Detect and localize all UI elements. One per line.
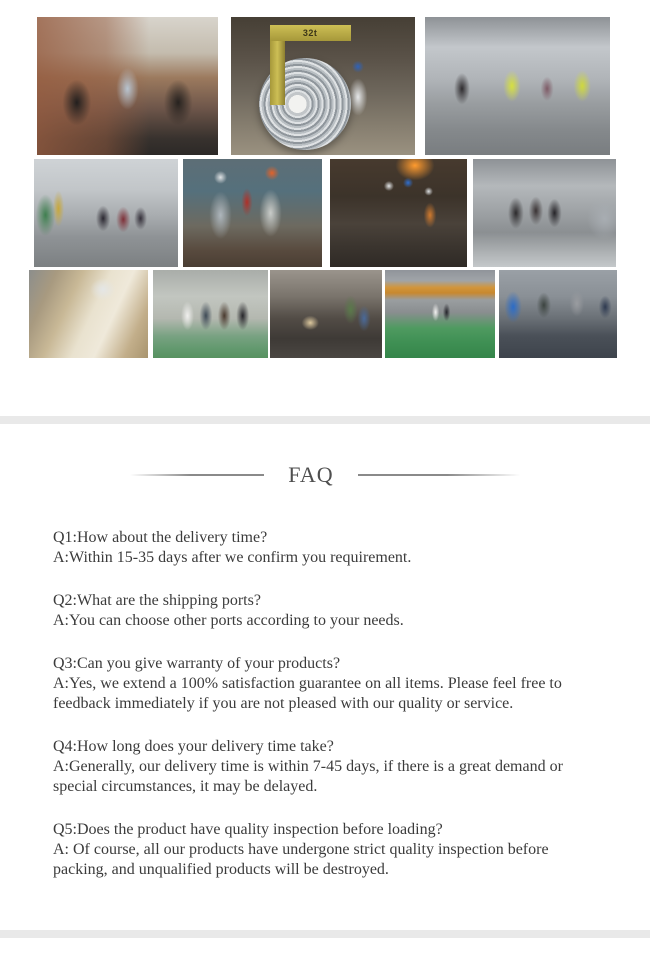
faq-title-rule-right <box>358 474 520 476</box>
faq-question: Q5:Does the product have quality inspection before loading? <box>53 821 443 838</box>
faq-answer: A:Generally, our delivery time is within 7-45 days, if there is a great demand or special circumstances, it may be delayed. <box>53 758 563 795</box>
faq-header <box>0 462 650 488</box>
photo-group-green-floor <box>153 270 268 358</box>
faq-item-5 <box>53 820 598 880</box>
faq-question: Q4:How long does your delivery time take? <box>53 738 334 755</box>
section-divider-top <box>0 416 650 424</box>
faq-answer: A: Of course, all our products have undergone strict quality inspection before packing, and unqualified products will be destroyed. <box>53 841 549 878</box>
photo-table-discussion <box>499 270 617 358</box>
gallery-row-3 <box>0 270 650 358</box>
photo-warehouse-group-walk <box>473 159 616 267</box>
faq-list <box>53 528 598 880</box>
customer-photos-gallery <box>0 0 650 358</box>
crane-hook-bar <box>270 25 351 41</box>
photo-factory-tour-hivis <box>425 17 610 155</box>
faq-answer: A:Within 15-35 days after we confirm you requirement. <box>53 549 412 566</box>
photo-workshop-aisle-visitors <box>34 159 178 267</box>
photo-hardhat-discussion <box>183 159 322 267</box>
photo-green-aisle-gantry <box>385 270 495 358</box>
photo-foundry-inspection <box>330 159 467 267</box>
faq-question: Q2:What are the shipping ports? <box>53 592 261 609</box>
gallery-row-1 <box>0 17 650 155</box>
faq-section <box>0 462 650 930</box>
faq-item-4 <box>53 737 598 797</box>
gallery-row-2 <box>0 159 650 267</box>
faq-answer: A:Yes, we extend a 100% satisfaction guarantee on all items. Please feel free to feedback immediately if you are not pleased with our quality or service. <box>53 675 562 712</box>
photo-steel-coil-crane <box>231 17 415 155</box>
faq-question: Q3:Can you give warranty of your products? <box>53 655 341 672</box>
faq-question: Q1:How about the delivery time? <box>53 529 268 546</box>
crane-capacity-label: 32t <box>302 28 318 39</box>
photo-product-inspection <box>29 270 148 358</box>
faq-item-2 <box>53 591 598 631</box>
photo-material-review <box>270 270 382 358</box>
faq-item-1 <box>53 528 598 568</box>
section-divider-bottom <box>0 930 650 938</box>
faq-answer: A:You can choose other ports according to your needs. <box>53 612 404 629</box>
faq-title: FAQ <box>288 462 334 487</box>
faq-title-rule-left <box>130 474 264 476</box>
photo-customer-visit-thumbs-up <box>37 17 218 155</box>
faq-item-3 <box>53 654 598 714</box>
